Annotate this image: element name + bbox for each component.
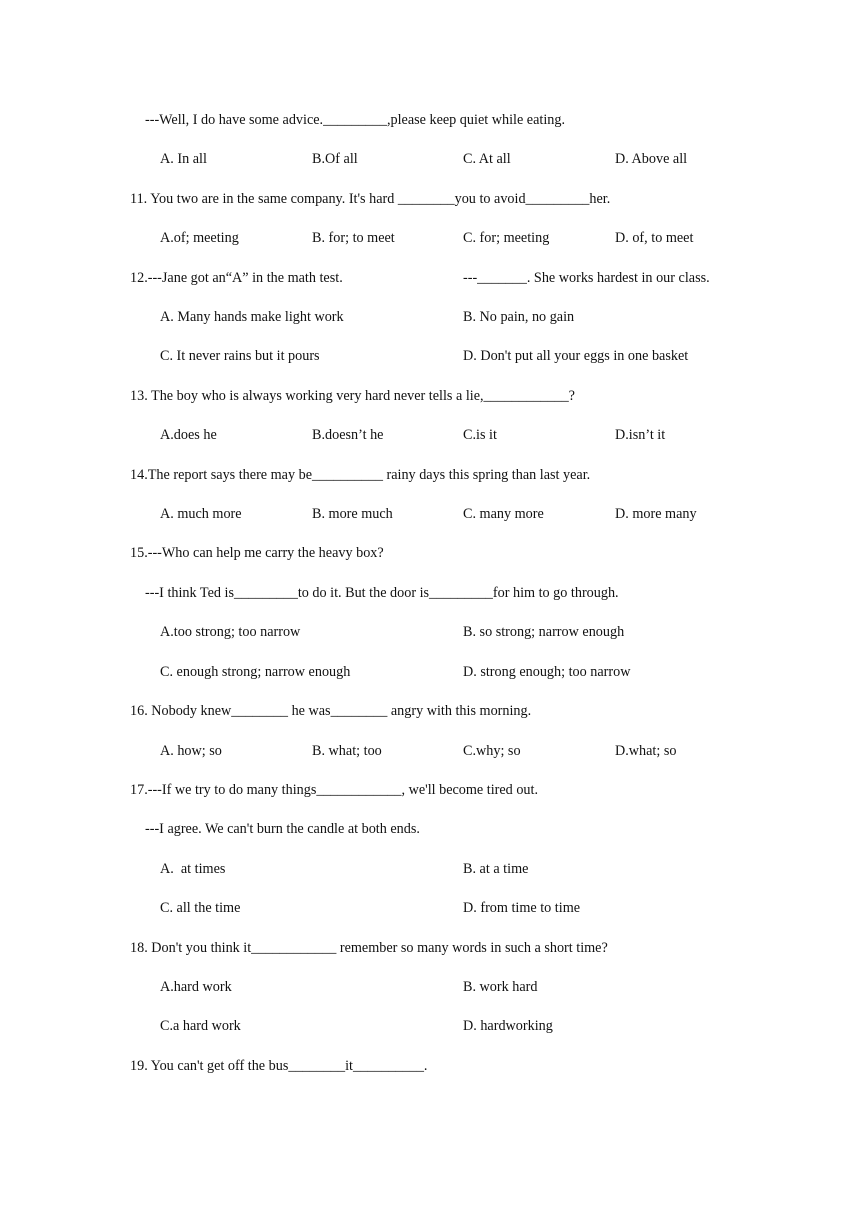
option-d: D.isn’t it [615,427,666,443]
option-b: B. more much [312,506,393,522]
option-b: B. so strong; narrow enough [463,624,625,640]
option-d: D. strong enough; too narrow [463,664,631,680]
option-c: C. At all [463,151,511,167]
option-a: A. Many hands make light work [160,309,344,325]
option-d: D. from time to time [463,900,581,916]
option-d: D.what; so [615,743,677,759]
option-d: D. of, to meet [615,230,694,246]
question-10-stem: ---Well, I do have some advice._________,please keep quiet while eating. [145,112,566,128]
question-17-stem: 17.---If we try to do many things____________, we'll become tired out. [130,782,539,798]
question-18-stem: 18. Don't you think it____________ remember so many words in such a short time? [130,940,608,956]
option-c: C. enough strong; narrow enough [160,664,351,680]
option-c: C.a hard work [160,1018,241,1034]
option-b: B. at a time [463,861,529,877]
question-17-reply: ---I agree. We can't burn the candle at both ends. [145,821,420,837]
option-a: A.of; meeting [160,230,239,246]
option-c: C. all the time [160,900,241,916]
option-d: D. hardworking [463,1018,553,1034]
option-a: A.does he [160,427,217,443]
question-14-stem: 14.The report says there may be__________ rainy days this spring than last year. [130,467,591,483]
option-b: B. what; too [312,743,382,759]
option-d: D. Don't put all your eggs in one basket [463,348,689,364]
option-b: B.doesn’t he [312,427,384,443]
option-c: C. many more [463,506,544,522]
option-b: B.Of all [312,151,358,167]
option-c: C. It never rains but it pours [160,348,320,364]
option-a: A.hard work [160,979,232,995]
option-c: C. for; meeting [463,230,550,246]
option-a: A.too strong; too narrow [160,624,301,640]
question-12-stem: 12.---Jane got an“A” in the math test. [130,270,343,286]
question-15-stem: 15.---Who can help me carry the heavy box? [130,545,384,561]
option-c: C.is it [463,427,497,443]
question-15-reply: ---I think Ted is_________to do it. But the door is_________for him to go through. [145,585,619,601]
option-a: A. at times [160,861,226,877]
option-a: A. much more [160,506,242,522]
option-b: B. No pain, no gain [463,309,575,325]
option-d: D. Above all [615,151,688,167]
question-12-reply: ---_______. She works hardest in our class. [463,270,710,286]
question-11-stem: 11. You two are in the same company. It's hard ________you to avoid_________her. [130,191,611,207]
question-13-stem: 13. The boy who is always working very hard never tells a lie,____________? [130,388,575,404]
option-d: D. more many [615,506,697,522]
option-b: B. for; to meet [312,230,395,246]
question-19-stem: 19. You can't get off the bus________it__________. [130,1058,428,1074]
option-b: B. work hard [463,979,538,995]
option-a: A. In all [160,151,207,167]
option-c: C.why; so [463,743,521,759]
option-a: A. how; so [160,743,222,759]
question-16-stem: 16. Nobody knew________ he was________ angry with this morning. [130,703,532,719]
